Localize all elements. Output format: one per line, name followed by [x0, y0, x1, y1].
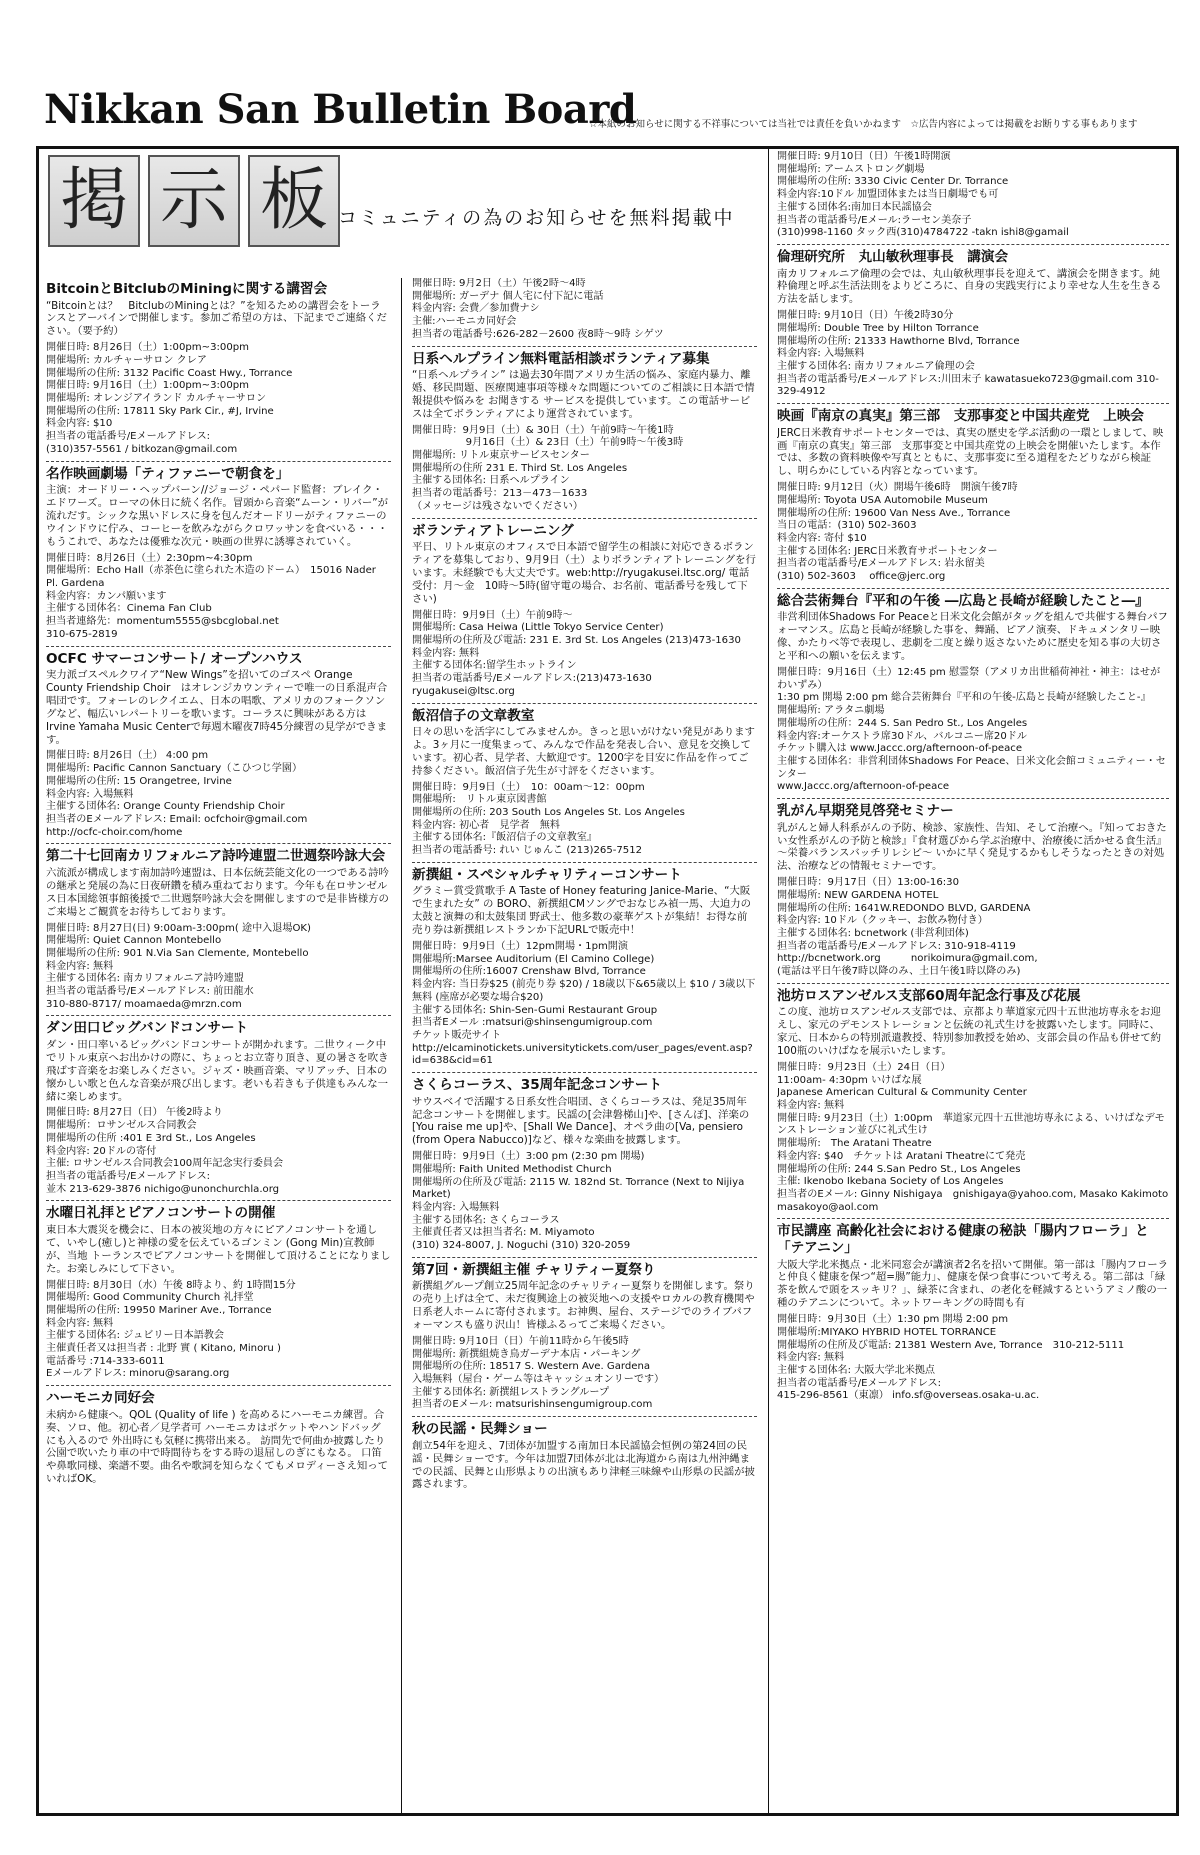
detail-line: 料金内容: $10 — [46, 418, 113, 430]
announcement — [777, 988, 1169, 1220]
detail-line: 開催場所: Good Community Church 礼拝堂 — [46, 1292, 254, 1304]
detail-line: 開催場所の住所及び電話: 231 E. 3rd St. Los Angeles (213)473-1630 — [412, 635, 741, 647]
detail-line: 主催する団体名: 新撰組レストラングループ — [412, 1386, 610, 1398]
detail-line: 開催場所：Echo Hall（赤茶色に塗られた木造のドーム） 15016 Nader Pl. Gardena — [46, 565, 376, 590]
detail-line: 開催場所の住所:16007 Crenshaw Blvd, Torrance — [412, 966, 646, 978]
announcement-details — [777, 877, 1169, 979]
announcement — [777, 151, 1169, 245]
banner-kanji-3: 板 — [248, 155, 340, 247]
announcement — [46, 1390, 391, 1494]
announcement — [46, 466, 391, 647]
detail-line: 主催する団体名:留学生ホットライン — [412, 660, 577, 672]
detail-line: 料金内容: 入場無料 — [777, 348, 865, 360]
detail-line: 担当者の電話番号/Eメールアドレス:(213)473-1630 — [412, 673, 652, 685]
announcement-title: 市民講座 高齢化社会における健康の秘訣「腸内フローラ」と「テアニン」 — [777, 1223, 1149, 1256]
detail-line: 料金内容：カンパ願います — [46, 590, 167, 602]
detail-line: 開催日時: 8月30日（水）午後 8時より、約 1時間15分 — [46, 1279, 296, 1291]
announcement-details — [777, 1314, 1169, 1403]
detail-line: 開催場所: カルチャーサロン クレア — [46, 354, 207, 366]
detail-line: 開催場所の住所: 21333 Hawthorne Blvd, Torrance — [777, 335, 1020, 347]
banner-kanji-2: 示 — [148, 155, 240, 247]
announcement — [46, 281, 391, 462]
detail-line: 担当者のEメールアドレス: Email: ocfchoir@gmail.com — [46, 813, 308, 825]
detail-line: 開催場所: ガーデナ 個人宅に付下記に電話 — [412, 290, 604, 302]
announcement-title: 映画『南京の真実』第三部 支那事変と中国共産党 上映会 — [777, 408, 1145, 425]
column-divider — [401, 278, 402, 1813]
announcement — [412, 523, 757, 704]
detail-line: 開催場所の住所: 244 S.San Pedro St., Los Angeles — [777, 1163, 1021, 1175]
detail-line: 開催日時：9月23日（土）24日（日） — [777, 1061, 951, 1073]
announcement-details — [46, 923, 391, 1012]
detail-line: 11:00am- 4:30pm いけばな展 — [777, 1074, 922, 1086]
detail-line: 開催場所:MIYAKO HYBRID HOTEL TORRANCE — [777, 1326, 997, 1338]
detail-line: (310) 502-3603 office@jerc.org — [777, 571, 946, 583]
detail-line: 開催日時: 9月23日（土）1:00pm 華道家元四十五世池坊専永による、いけばなデモンストレーション並びに礼式生け — [777, 1112, 1165, 1137]
column-3 — [777, 151, 1169, 1811]
detail-line: 主催責任者又は担当者 : 北野 實 ( Kitano, Minoru ) — [46, 1343, 281, 1355]
detail-line: 開催日時: 9月16日（土）1:00pm~3:00pm — [46, 380, 249, 392]
announcement-body: “日系ヘルプライン” は過去30年間アメリカ生活の悩み、家庭内暴力、離婚、移民問題、医療関連事項等様々な問題についてのご相談に日本語で情報提供や悩みを お聞きする サービスを提供しています。この電話サービスは全てボランティアにより運営されています。 — [412, 369, 755, 420]
detail-line: (電話は平日午後7時以降のみ、土日午後1時以降のみ) — [777, 966, 1021, 978]
detail-line: 開催場所の住所: 15 Orangetree, Irvine — [46, 775, 232, 787]
announcement — [412, 351, 757, 519]
detail-line: 開催場所: オレンジアイランド カルチャーサロン — [46, 393, 267, 405]
detail-line: 開催日時：9月9日（土） 10：00am～12：00pm — [412, 781, 645, 793]
detail-line: 開催場所: Faith United Methodist Church — [412, 1163, 612, 1175]
detail-line: 開催場所の住所: 203 South Los Angeles St. Los Angeles — [412, 807, 685, 819]
detail-line: 開催日時：9月16日（土）12:45 pm 慰霊祭（アメリカ出世稲荷神社・神主：はせがわいずみ） — [777, 667, 1161, 691]
detail-line: 主催する団体名：非営利団体Shadows For Peace、日米文化会館コミュニティー・センター — [777, 755, 1166, 780]
announcement — [412, 867, 757, 1073]
detail-line: Japanese American Cultural & Community Center — [777, 1087, 1027, 1099]
detail-line: 入場無料（屋台・ゲーム等はキャッシュオンリーです） — [412, 1374, 665, 1386]
detail-line: 担当者の電話番号: れい じゅんこ (213)265-7512 — [412, 845, 643, 857]
announcement-body: グラミー賞受賞歌手 A Taste of Honey featuring Janice-Marie、“大阪で生まれた女” の BORO、新撰組CMソングでおなじみ禎一馬、大迫力の太鼓と演舞の和太鼓集団 野武士、他多数の豪華ゲストが集結！お得な前売り券は新撰組レストランか下記URLで販売中！ — [412, 885, 752, 937]
detail-line: 開催場所の住所: 3330 Civic Center Dr. Torrance — [777, 176, 1009, 188]
banner-kanji-1: 掲 — [48, 155, 140, 247]
detail-line: 開催日時：9月9日（土）3:00 pm (2:30 pm 開場) — [412, 1151, 645, 1163]
announcement-body: JERC日米教育サポートセンターでは、真実の歴史を学ぶ活動の一環としまして、映画『南京の真実』第三部 支那事変と中国共産党の上映会を開催いたします。本作では、多数の資料映像や写真とともに、支那事変に至る道程をたどりながら検証し、明らかにしている内容となっています。 — [777, 426, 1164, 478]
announcement-body: 主演：オードリー・ヘップバーン//ジョージ・ペパード監督：ブレイク・エドワーズ。ローマの休日に続く名作。冒頭から音楽“ムーン・リバー”が流れだす。シックな黒いドレスに身を包んだオードリーがティファニーのウインドウに佇み、コーヒーを飲みながらクロワッサンを食べいる・・・もうこれで、あなたは優雅な次元・映画の世界に誘導されていく。 — [46, 484, 389, 548]
announcement-details — [46, 553, 391, 642]
announcement-details — [412, 278, 757, 342]
announcement — [412, 278, 757, 347]
detail-line: http://bcnetwork.org norikoimura@gmail.com, — [777, 953, 1038, 965]
banner-tagline: コミュニティの為のお知らせを無料掲載中 — [338, 207, 735, 229]
detail-line: 開催場所の住所 231 E. Third St. Los Angeles — [412, 462, 628, 474]
detail-line: 担当者の電話番号/Eメールアドレス: — [46, 1170, 211, 1182]
announcement — [777, 408, 1169, 589]
announcement-body: 創立54年を迎え、7団体が加盟する南加日本民謡協会恒例の第24回の民謡・民舞ショーです。今年は加盟7団体が北は北海道から南は九州沖縄までの民謡、民舞と山形県よりの出演もあり津軽三味線や山形県の民謡が披露されます。 — [412, 1439, 755, 1491]
detail-line: 開催日時: 8月27日（日） 午後2時より — [46, 1107, 223, 1119]
announcement-details — [777, 310, 1169, 399]
detail-line: （メッセージは残さないでください） — [412, 500, 583, 512]
detail-line: 開催場所: Toyota USA Automobile Museum — [777, 494, 988, 506]
detail-line: 料金内容:10ドル 加盟団体または当日劇場でも可 — [777, 189, 999, 201]
announcement — [46, 1020, 391, 1201]
announcement — [412, 1077, 757, 1258]
detail-line: 開催場所: Casa Heiwa (Little Tokyo Service Center) — [412, 622, 664, 634]
detail-line: 開催日時：9月9日（土）午前9時～ — [412, 609, 573, 621]
announcement-details — [777, 482, 1169, 584]
announcement — [46, 651, 391, 845]
announcement-details — [412, 610, 757, 699]
announcement — [412, 1421, 757, 1499]
announcement — [46, 1205, 391, 1386]
announcement — [46, 848, 391, 1016]
detail-line: 開催日時：9月17日（日）13:00-16:30 — [777, 877, 960, 889]
detail-line: 開催日時: 8月27日(日) 9:00am-3:00pm( 途中入退場OK) — [46, 922, 311, 934]
detail-line: 料金内容: 会費／参加費ナシ — [412, 303, 540, 315]
announcement-body: 大阪大学北米拠点・北米同窓会が講演者2名を招いて開催。第一部は「腸内フローラと仲良く健康を保つ“超=腸”能力」、健康を保つ食事について考える。第二部は「緑茶を飲んで頭をスッキリ？」、緑茶に含まれ、の老化を軽減するというアミノ酸の一種のテアニンについて。ネットワーキングの時間も有 — [777, 1258, 1169, 1310]
announcement-title: ハーモニカ同好会 — [46, 1390, 155, 1407]
announcement-title: 名作映画劇場「ティファニーで朝食を」 — [46, 465, 290, 482]
detail-line: 開催場所: アラタニ劇場 — [777, 705, 885, 717]
detail-line: 料金内容: $40 チケットは Aratani Theatreにて発売 — [777, 1150, 1026, 1162]
detail-line: 主催する団体名: Shin-Sen-Gumi Restaurant Group — [412, 1004, 658, 1016]
detail-line: 開催場所：ロサンゼルス合同教会 — [46, 1120, 197, 1132]
detail-line: 担当者のEメール: matsurishinsengumigroup.com — [412, 1399, 653, 1411]
detail-line: 開催場所の住所及び電話: 21381 Western Ave, Torrance 310-212-5111 — [777, 1339, 1125, 1351]
announcement-body: 未病から健康へ。QOL (Quality of life ) を高めるにハーモニカ練習。合奏、ソロ、他。初心者／見学者可 ハーモニカはポケットやハンドバッグにも入るので 外出時にも気軽に携帯出来る。 訪問先で何曲か披露したり公園で吹いたり車の中で時間待ちをする時の退屈しのぎにもなる。 口笛や鼻歌同様、楽譜不要。曲名や歌詞を知らなくてもメロディーさえ知っていればOK。 — [46, 1408, 389, 1486]
detail-line: 開催場所の住所及び電話: 2115 W. 182nd St. Torrance (Next to Nijiya Market) — [412, 1176, 745, 1201]
detail-line: 担当者の電話番号/Eメールアドレス: 310-918-4119 — [777, 940, 1016, 952]
detail-line: 料金内容: 初心者 見学者 無料 — [412, 819, 560, 831]
detail-line: 開催場所の住所: 901 N.Via San Clemente, Montebello — [46, 947, 309, 959]
detail-line: 1:30 pm 開場 2:00 pm 総合芸術舞台『平和の午後-広島と長崎が経験したこと-』 — [777, 692, 1151, 704]
announcement-title: 新撰組・スペシャルチャリティーコンサート — [412, 866, 682, 883]
detail-line: 当日の電話：(310) 502-3603 — [777, 520, 917, 532]
detail-line: 料金内容: 当日券$25 (前売り券 $20) / 18歳以下&65歳以上 $10 / 3歳以下無料 (座席が必要な場合$20) — [412, 979, 756, 1003]
detail-line: 主催:ハーモニカ同好会 — [412, 316, 517, 328]
announcement — [777, 593, 1169, 799]
detail-line: 担当者の電話番号/Eメールアドレス: — [777, 1377, 942, 1389]
announcement-details — [412, 1151, 757, 1253]
announcement-details — [777, 667, 1169, 794]
detail-line: 開催場所: アームストロング劇場 — [777, 163, 925, 175]
announcement — [412, 708, 757, 863]
detail-line: 開催場所の住所: 3132 Pacific Coast Hwy., Torrance — [46, 367, 293, 379]
detail-line: 310-880-8717/ moamaeda@mrzn.com — [46, 998, 242, 1010]
announcement-title: 第二十七回南カリフォルニア詩吟連盟二世週祭吟詠大会 — [46, 848, 386, 865]
announcement-title: ボランティアトレーニング — [412, 522, 574, 539]
column-divider — [768, 148, 769, 1813]
announcement-details — [46, 342, 391, 456]
announcement-title: 日系ヘルプライン無料電話相談ボランティア募集 — [412, 350, 710, 367]
detail-line: ryugakusei@ltsc.org — [412, 685, 515, 697]
detail-line: 415-296-8561（東凛） info.sf@overseas.osaka-u.ac. — [777, 1390, 1040, 1402]
announcement-body: 日々の思いを活字にしてみませんか。きっと思いがけない発見がありますよ。3ヶ月に一度集まって、みんなで作品を発表し合い、意見を交換しています。初心者、見学者、大歓迎です。1200字を目安に作品を作ってご持参ください。飯沼信子先生が寸評をくださいます。 — [412, 726, 755, 777]
announcement-details — [46, 750, 391, 839]
detail-line: 主催する団体名: 日系ヘルプライン — [412, 475, 570, 487]
detail-line: 開催日時: 9月2日（土）午後2時～4時 — [412, 278, 586, 289]
detail-line: 担当者の電話番号/Eメールアドレス: 岩永留美 — [777, 558, 985, 570]
column-1 — [46, 278, 391, 1808]
announcement-title: BitcoinとBitclubのMiningに関する講習会 — [46, 281, 328, 297]
announcement-details — [412, 1336, 757, 1412]
detail-line: 料金内容: 入場無料 — [46, 788, 134, 800]
detail-line: 開催場所の住所: 19950 Mariner Ave., Torrance — [46, 1304, 272, 1316]
detail-line: 主催: Ikenobo Ikebana Society of Los Angeles — [777, 1176, 1004, 1188]
detail-line: 料金内容: 寄付 $10 — [777, 533, 867, 545]
detail-line: 担当者の電話番号/Eメールアドレス:川田末子 kawatasueko723@gmail.com 310-329-4912 — [777, 373, 1159, 398]
detail-line: チケット購入は www.Jaccc.org/afternoon-of-peace — [777, 743, 1023, 755]
detail-line: 9月16日（土）& 23日（土）午前9時～午後3時 — [412, 437, 684, 449]
detail-line: 料金内容: 20ドルの寄付 — [46, 1145, 157, 1157]
announcement-title: OCFC サマーコンサート/ オープンハウス — [46, 650, 303, 667]
detail-line: 料金内容: 入場無料 — [412, 1202, 500, 1214]
detail-line: 担当者の電話番号/Eメールアドレス: — [46, 431, 211, 443]
detail-line: (310)998-1160 タック西(310)4784722 -takn ishi8@gamail — [777, 227, 1069, 239]
announcement-details — [777, 151, 1169, 240]
announcement-body: 六流派が構成します南加詩吟連盟は、日本伝統芸能文化の一つである詩吟の継承と発展の為に日夜研鑽を積み重ねております。今年も在ロサンゼルス日本国総領事館後援で二世週祭吟詠大会を開催しますので是非皆様方のご来場とご観賞をお待ちしております。 — [46, 866, 389, 918]
announcement-body: この度、池坊ロスアンゼルス支部では、京都より華道家元四十五世池坊専永をお迎えし、家元のデモンストレーションと伝統の礼式生けを披露いたします。同時に、家元、日本からの特別派遣教授、特別参加教授を始め、支部会員の作品も併せて約100瓶のいけばなを展示いたします。 — [777, 1006, 1162, 1058]
detail-line: 開催日時: 9月10日（日）午前11時から午後5時 — [412, 1335, 629, 1347]
announcement-title: 第7回・新撰組主催 チャリティー夏祭り — [412, 1261, 656, 1278]
detail-line: 開催日時: 8月26日（土） 4:00 pm — [46, 750, 209, 762]
detail-line: http://ocfc-choir.com/home — [46, 826, 183, 838]
detail-line: 主催する団体名:南加日本民謡協会 — [777, 201, 932, 213]
detail-line: 主催する団体名: JERC日米教育サポートセンター — [777, 545, 998, 557]
detail-line: 担当者の電話番号/Eメールアドレス: 前田龍水 — [46, 986, 254, 998]
announcement-title: 倫理研究所 丸山敏秋理事長 講演会 — [777, 248, 1009, 265]
announcement-body: 非営利団体Shadows For Peaceと日米文化会館がタッグを組んで共催する舞台パフォーマンス。広島と長崎が経験した事を、舞踊、ピアノ演奏、ドキュメンタリー映像、かたりべ等で表現し、悲劇を二度と繰り返さないために歴史を知る事の大切さと平和への願いを伝えます。 — [777, 611, 1168, 663]
announcement-details — [412, 941, 757, 1068]
detail-line: 開催日時: 9月12日（火）開場午後6時 開演午後7時 — [777, 482, 1018, 494]
detail-line: 料金内容: 無料 — [412, 647, 480, 659]
detail-line: 開催場所の住所: 19600 Van Ness Ave., Torrance — [777, 507, 1011, 519]
detail-line: 開催日時：9月9日（土）& 30日（土）午前9時～午後1時 — [412, 424, 674, 436]
detail-line: 電話番号 :714-333-6011 — [46, 1355, 165, 1367]
announcement-details — [46, 1107, 391, 1196]
announcement-body: 実力派ゴスペルクワイア“New Wings”を招いてのゴスペ Orange County Friendship Choir はオレンジカウンティーで唯一の日系混声合唱団です。フォーレのレクイエム、日本の唱歌、アメリカのフォークソングなど、幅広いレパートリーを歌います。コーラスに興味がある方は Irvine Yamaha Music Centerで毎週木曜夜7時45分練習の見学ができます。 — [46, 669, 388, 746]
announcement-title: 飯沼信子の文章教室 — [412, 707, 535, 724]
announcement — [777, 249, 1169, 404]
detail-line: 開催場所の住所: 17811 Sky Park Cir., #J, Irvine — [46, 405, 274, 417]
detail-line: 主催する団体名: さくらコーラス — [412, 1214, 560, 1226]
announcement-title: ダン田口ビッグバンドコンサート — [46, 1020, 249, 1037]
detail-line: 料金内容: 無料 — [46, 960, 114, 972]
detail-line: 主催する団体名:『飯沼信子の文章教室』 — [412, 832, 598, 844]
detail-line: 料金内容: 10ドル（クッキー、お飲み物付き） — [777, 915, 988, 927]
detail-line: 主催する団体名: Orange County Friendship Choir — [46, 801, 285, 813]
detail-line: 開催日時: 9月10日（日）午後2時30分 — [777, 310, 954, 322]
detail-line: 開催場所の住所: 1641W.REDONDO BLVD, GARDENA — [777, 902, 1031, 914]
detail-line: 並木 213-629-3876 nichigo@unonchurchla.org — [46, 1183, 280, 1195]
announcement-details — [777, 1062, 1169, 1214]
detail-line: (310)357-5561 / bitkozan@gmail.com — [46, 443, 238, 455]
detail-line: 開催場所の住所: 18517 S. Western Ave. Gardena — [412, 1361, 651, 1373]
detail-line: (310) 324-8007, J. Noguchi (310) 320-2059 — [412, 1240, 631, 1252]
detail-line: 担当者の電話番号:626-282－2600 夜8時～9時 シゲツ — [412, 328, 664, 340]
detail-line: 開催場所: Quiet Cannon Montebello — [46, 935, 222, 947]
announcement-body: サウスベイで活躍する日系女性合唱団、さくらコーラスは、発足35周年記念コンサートを開催します。民謡の[会津磐梯山]や、[さんぽ]、洋楽の[You raise me up]や、[Shall We Dance]、オペラ曲の[Va, pensiero (from Opera Nabucco)]など、様々な楽曲を披露します。 — [412, 1095, 750, 1147]
detail-line: 開催場所:Marsee Auditorium (El Camino College) — [412, 953, 655, 965]
announcement-body: 東日本大震災を機会に、日本の被災地の方々にピアノコンサートを通して、いやし(癒し)と神様の愛を伝えているゴンミン (Gong Min)宣教師が、当地 トーランスでピアノコンサートを開催して頂けることになりました。お楽しみにして下さい。 — [46, 1223, 391, 1275]
announcement-title: 水曜日礼拝とピアノコンサートの開催 — [46, 1205, 276, 1222]
detail-line: 主催する団体名: bcnetwork (非営利団体) — [777, 927, 969, 939]
detail-line: 主催する団体名: 南カリフォルニア詩吟連盟 — [46, 973, 244, 985]
detail-line: 開催場所: リトル東京サービスセンター — [412, 450, 590, 462]
announcement-title: 秋の民謡・民舞ショー — [412, 1421, 548, 1438]
detail-line: 開催場所: Double Tree by Hilton Torrance — [777, 322, 979, 334]
detail-line: 開催日時：9月30日（土）1:30 pm 開場 2:00 pm — [777, 1314, 1009, 1326]
detail-line: 担当者のEメール: Ginny Nishigaya gnishigaya@yahoo.com, Masako Kakimoto masakoyo@aol.com — [777, 1188, 1169, 1213]
detail-line: 料金内容: 無料 — [46, 1317, 114, 1329]
detail-line: 料金内容: 無料 — [777, 1100, 845, 1112]
detail-line: 開催場所の住所：244 S. San Pedro St., Los Angeles — [777, 717, 1028, 729]
detail-line: 主催責任者又は担当者名: M. Miyamoto — [412, 1227, 595, 1239]
announcement-details — [412, 425, 757, 514]
announcement-body: 新撰組グループ創立25周年記念のチャリティー夏祭りを開催します。祭りの売り上げは全て、未だ復興途上の被災地への支援やロカルの教育機関や日系老人ホームに寄付されます。お神輿、屋台、ステージでのライブパフォーマンスも盛り沢山！皆様ふるってご来場ください。 — [412, 1280, 755, 1332]
detail-line: 開催場所の住所 :401 E 3rd St., Los Angeles — [46, 1132, 256, 1144]
detail-line: 開催場所: 新撰組焼き鳥ガーデナ本店・パーキング — [412, 1348, 641, 1360]
detail-line: 開催場所: リトル東京図書館 — [412, 794, 547, 806]
detail-line: 担当者Eメール :matsuri@shinsengumigroup.com — [412, 1017, 653, 1029]
announcement-title: さくらコーラス、35周年記念コンサート — [412, 1077, 663, 1094]
announcement-details — [46, 1280, 391, 1382]
announcement-title: 総合芸術舞台『平和の午後 ―広島と長崎が経験したこと―』 — [777, 592, 1149, 609]
detail-line: 主催する団体名: 南カリフォルニア倫理の会 — [777, 360, 975, 372]
announcement — [777, 1223, 1169, 1407]
announcement-details — [412, 782, 757, 858]
detail-line: www.Jaccc.org/afternoon-of-peace — [777, 781, 950, 793]
detail-line: 開催日時：8月26日（土）2:30pm~4:30pm — [46, 552, 253, 564]
detail-line: 担当者連絡先：momentum5555@sbcglobal.net — [46, 616, 279, 628]
detail-line: 担当者の電話番号：213－473－1633 — [412, 488, 588, 500]
detail-line: 310-675-2819 — [46, 628, 118, 640]
detail-line: 料金内容: 無料 — [777, 1352, 845, 1364]
bulletin-board-banner — [48, 155, 770, 273]
masthead — [44, 86, 1174, 136]
masthead-title: Nikkan San Bulletin Board — [44, 86, 637, 133]
detail-line: Eメールアドレス: minoru@sarang.org — [46, 1368, 230, 1380]
announcement — [777, 803, 1169, 984]
detail-line: 開催日時: 9月10日（日）午後1時開演 — [777, 151, 951, 162]
detail-line: 開催場所: Pacific Cannon Sanctuary（こひつじ学園） — [46, 763, 303, 775]
detail-line: 開催場所: The Aratani Theatre — [777, 1138, 932, 1150]
announcement-body: 平日、リトル東京のオフィスで日本語で留学生の相談に対応できるボランティアを募集しており、9月9日（土）よりボランティアトレーニングを行います。未経験でも大丈夫です。web:http://ryugakusei.ltsc.org/ 電話受付：月～金 10時～5時(留守電の場合、お名前、電話番号を残して下さい) — [412, 541, 756, 605]
detail-line: 料金内容:オーケストラ席30ドル、バルコニー席20ドル — [777, 730, 1027, 742]
detail-line: 主催する団体名：Cinema Fan Club — [46, 603, 212, 615]
announcement-body: 南カリフォルニア倫理の会では、丸山敏秋理事長を迎えて、講演会を開きます。純粋倫理と呼ぶ生活法則をよりどころに、自身の実践実行により幸せな人生を生きる方法を話します。 — [777, 267, 1162, 306]
detail-line: 担当者の電話番号/Eメール:ラーセン美奈子 — [777, 214, 972, 226]
detail-line: 開催場所: NEW GARDENA HOTEL — [777, 889, 939, 901]
detail-line: 開催日時: 8月26日（土）1:00pm~3:00pm — [46, 342, 249, 354]
announcement-title: 池坊ロスアンゼルス支部60周年記念行事及び花展 — [777, 987, 1081, 1004]
announcement-body: 乳がんと婦人科系がんの予防、検診、家族性、告知、そして治療へ。『知っておきたい女性系がんの予防と検診』『食材選びから学ぶ治療中、治療後に活かせる食生活』～栄養バランスバッチリレシピ～ いかに早く発見するかもしそうなったときの対処法、治療などの情報セミナーです。 — [777, 821, 1167, 873]
announcement-title: 乳がん早期発見啓発セミナー — [777, 803, 954, 820]
masthead-disclaimer: ☆本紙のお知らせに関する不祥事については当社では責任を負いかねます ☆広告内容によっては掲載をお断りする事もあります — [589, 119, 1138, 130]
announcement-body: ダン・田口率いるビッグバンドコンサートが開かれます。二世ウィーク中でリトル東京へお出かけの際に、ちょっとお立寄り頂き、夏の暑さを吹き飛ばす音楽をお楽しみください。ジャズ・映画音楽、マリアッチ、日本の懐かしい歌と色んな音楽が飛び出します。老いも若きも子供達もみんな一緒に楽しめます。 — [46, 1039, 389, 1103]
detail-line: 主催: ロサンゼルス合同教会100周年記念実行委員会 — [46, 1158, 284, 1170]
detail-line: 主催する団体名: 大阪大学北米拠点 — [777, 1364, 936, 1376]
detail-line: チケット販売サイト http://elcaminotickets.universitytickets.com/user_pages/event.asp?id=638&cid=61 — [412, 1029, 753, 1067]
announcement-body: “Bitcoinとは？ BitclubのMiningとは？”を知るための講習会をトーランスとアーバインで開催します。参加ご希望の方は、下記までご連絡ください。（要予約） — [46, 299, 387, 338]
column-2 — [412, 278, 757, 1808]
detail-line: 開催日時：9月9日（土）12pm開場・1pm開演 — [412, 941, 628, 953]
announcement — [412, 1262, 757, 1417]
detail-line: 主催する団体名: ジュビリー日本語教会 — [46, 1330, 224, 1342]
